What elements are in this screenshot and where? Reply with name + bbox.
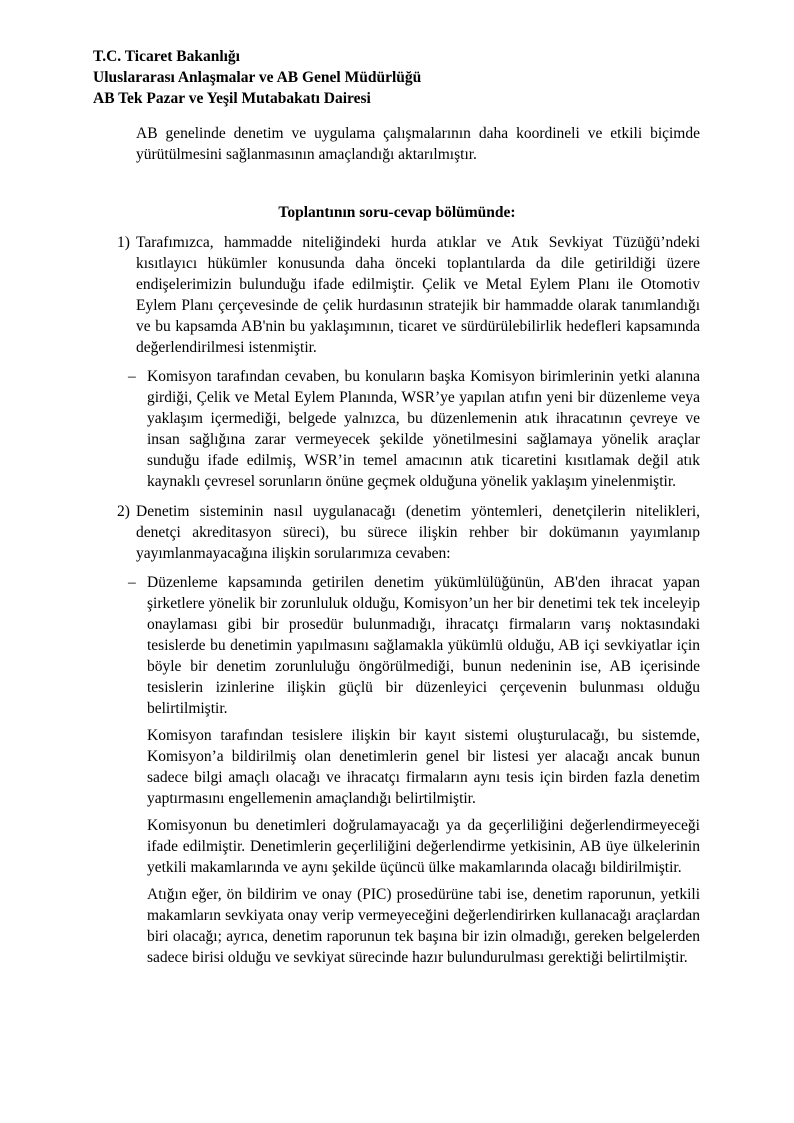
bullet-item-1 — [128, 366, 700, 492]
letterhead-line-ministry: T.C. Ticaret Bakanlığı — [93, 48, 240, 65]
section-heading: Toplantının soru-cevap bölümünde: — [278, 204, 516, 221]
item-2-number: 2) — [117, 503, 130, 520]
numbered-item-2 — [117, 501, 700, 564]
bullet-1-paragraph: Komisyon tarafından cevaben, bu konuların başka Komisyon birimlerinin yetki alanına girdiği, Çelik ve Metal Eylem Planında, WSR’ye yapılan atıfın yeni bir düzenleme veya yaklaşım içermediği, belgede yalnızca, bu düzenlemenin atık ihracatının çevreye ve insan sağlığına zarar vermeyecek şekilde yönetilmesini sağlamaya yönelik araçlar sunduğu ifade edilmiş, WSR’in temel amacının atık ticaretini kısıtlamak değil atık kaynaklı çevresel sorunların önüne geçmek olduğuna yönelik yaklaşım yinelenmiştir. — [147, 368, 700, 490]
bullet-2-paragraph-4: Atığın eğer, ön bildirim ve onay (PIC) prosedürüne tabi ise, denetim raporunun, yetkili makamların sevkiyata onay verip vermeyeceğini değerlendirirken kullanacağı araçlardan biri olacağı; ayrıca, denetim raporunun tek başına bir izin olmadığı, gereken belgelerden sadece birisi olduğu ve sevkiyat sürecinde hazır bulundurulması gerektiği belirtilmiştir. — [147, 886, 700, 966]
dash-bullet-marker: – — [128, 368, 136, 385]
bullet-2-paragraph-2: Komisyon tarafından tesislere ilişkin bir kayıt sistemi oluşturulacağı, bu sistemde, Komisyon’a bildirilmiş olan denetimlerin genel bir listesi yer alacağı ancak bunun sadece bilgi amaçlı olacağı ve ihracatçı firmaların aynı tesis için birden fazla denetim yaptırmasını engellemenin amaçlandığı belirtilmiştir. — [147, 727, 700, 807]
bullet-2-paragraph-1: Düzenleme kapsamında getirilen denetim yükümlülüğünün, AB'den ihracat yapan şirketlere yönelik bir zorunluluk olduğu, Komisyon’un her bir denetimi tek tek inceleyip onaylaması gibi bir prosedür bulunmadığı, ihracatçı firmaların varış noktasındaki tesislerde bu denetimin yapılmasını sağlamakla yükümlü olduğu, AB içi sevkiyatlar için böyle bir denetim zorunluluğu öngörülmediği, bunun nedeninin ise, AB içerisinde tesislerin izinlerine ilişkin güçlü bir düzenleyici çerçevenin bulunması olduğu belirtilmiştir. — [147, 574, 700, 717]
document-body — [94, 123, 700, 968]
letterhead-line-department: AB Tek Pazar ve Yeşil Mutabakatı Dairesi — [93, 90, 371, 107]
letterhead-line-directorate: Uluslararası Anlaşmalar ve AB Genel Müdürlüğü — [93, 69, 422, 86]
intro-paragraph: AB genelinde denetim ve uygulama çalışmalarının daha koordineli ve etkili biçimde yürütülmesini sağlanmasının amaçlandığı aktarılmıştır. — [136, 125, 700, 163]
numbered-item-1 — [117, 232, 700, 358]
dash-bullet-marker: – — [128, 574, 136, 591]
item-2-text: Denetim sisteminin nasıl uygulanacağı (denetim yöntemleri, denetçilerin nitelikleri, denetçi akreditasyon süreci), bu sürece ilişkin rehber bir dokümanın yayımlanıp yayımlanmayacağına ilişkin sorularımıza cevaben: — [136, 503, 700, 562]
letterhead — [93, 46, 421, 109]
item-1-text: Tarafımızca, hammadde niteliğindeki hurda atıklar ve Atık Sevkiyat Tüzüğü’ndeki kısıtlayıcı hükümler konusunda daha önceki toplantılarda da dile getirildiği üzere endişelerimizin bulunduğu ifade edilmiştir. Çelik ve Metal Eylem Planı ile Otomotiv Eylem Planı çerçevesinde de çelik hurdasının stratejik bir hammadde olarak tanımlandığı ve bu kapsamda AB'nin bu yaklaşımının, ticaret ve sürdürülebilirlik hedefleri kapsamında değerlendirilmesi istenmiştir. — [136, 234, 700, 356]
bullet-2-paragraph-3: Komisyonun bu denetimleri doğrulamayacağı ya da geçerliliğini değerlendirmeyeceği ifade edilmiştir. Denetimlerin geçerliliğini değerlendirme yetkisinin, AB üye ülkelerinin yetkili makamlarında ve aynı şekilde üçüncü ülke makamlarında olacağı bildirilmiştir. — [147, 817, 700, 876]
item-1-number: 1) — [117, 234, 130, 251]
bullet-item-2 — [128, 572, 700, 968]
